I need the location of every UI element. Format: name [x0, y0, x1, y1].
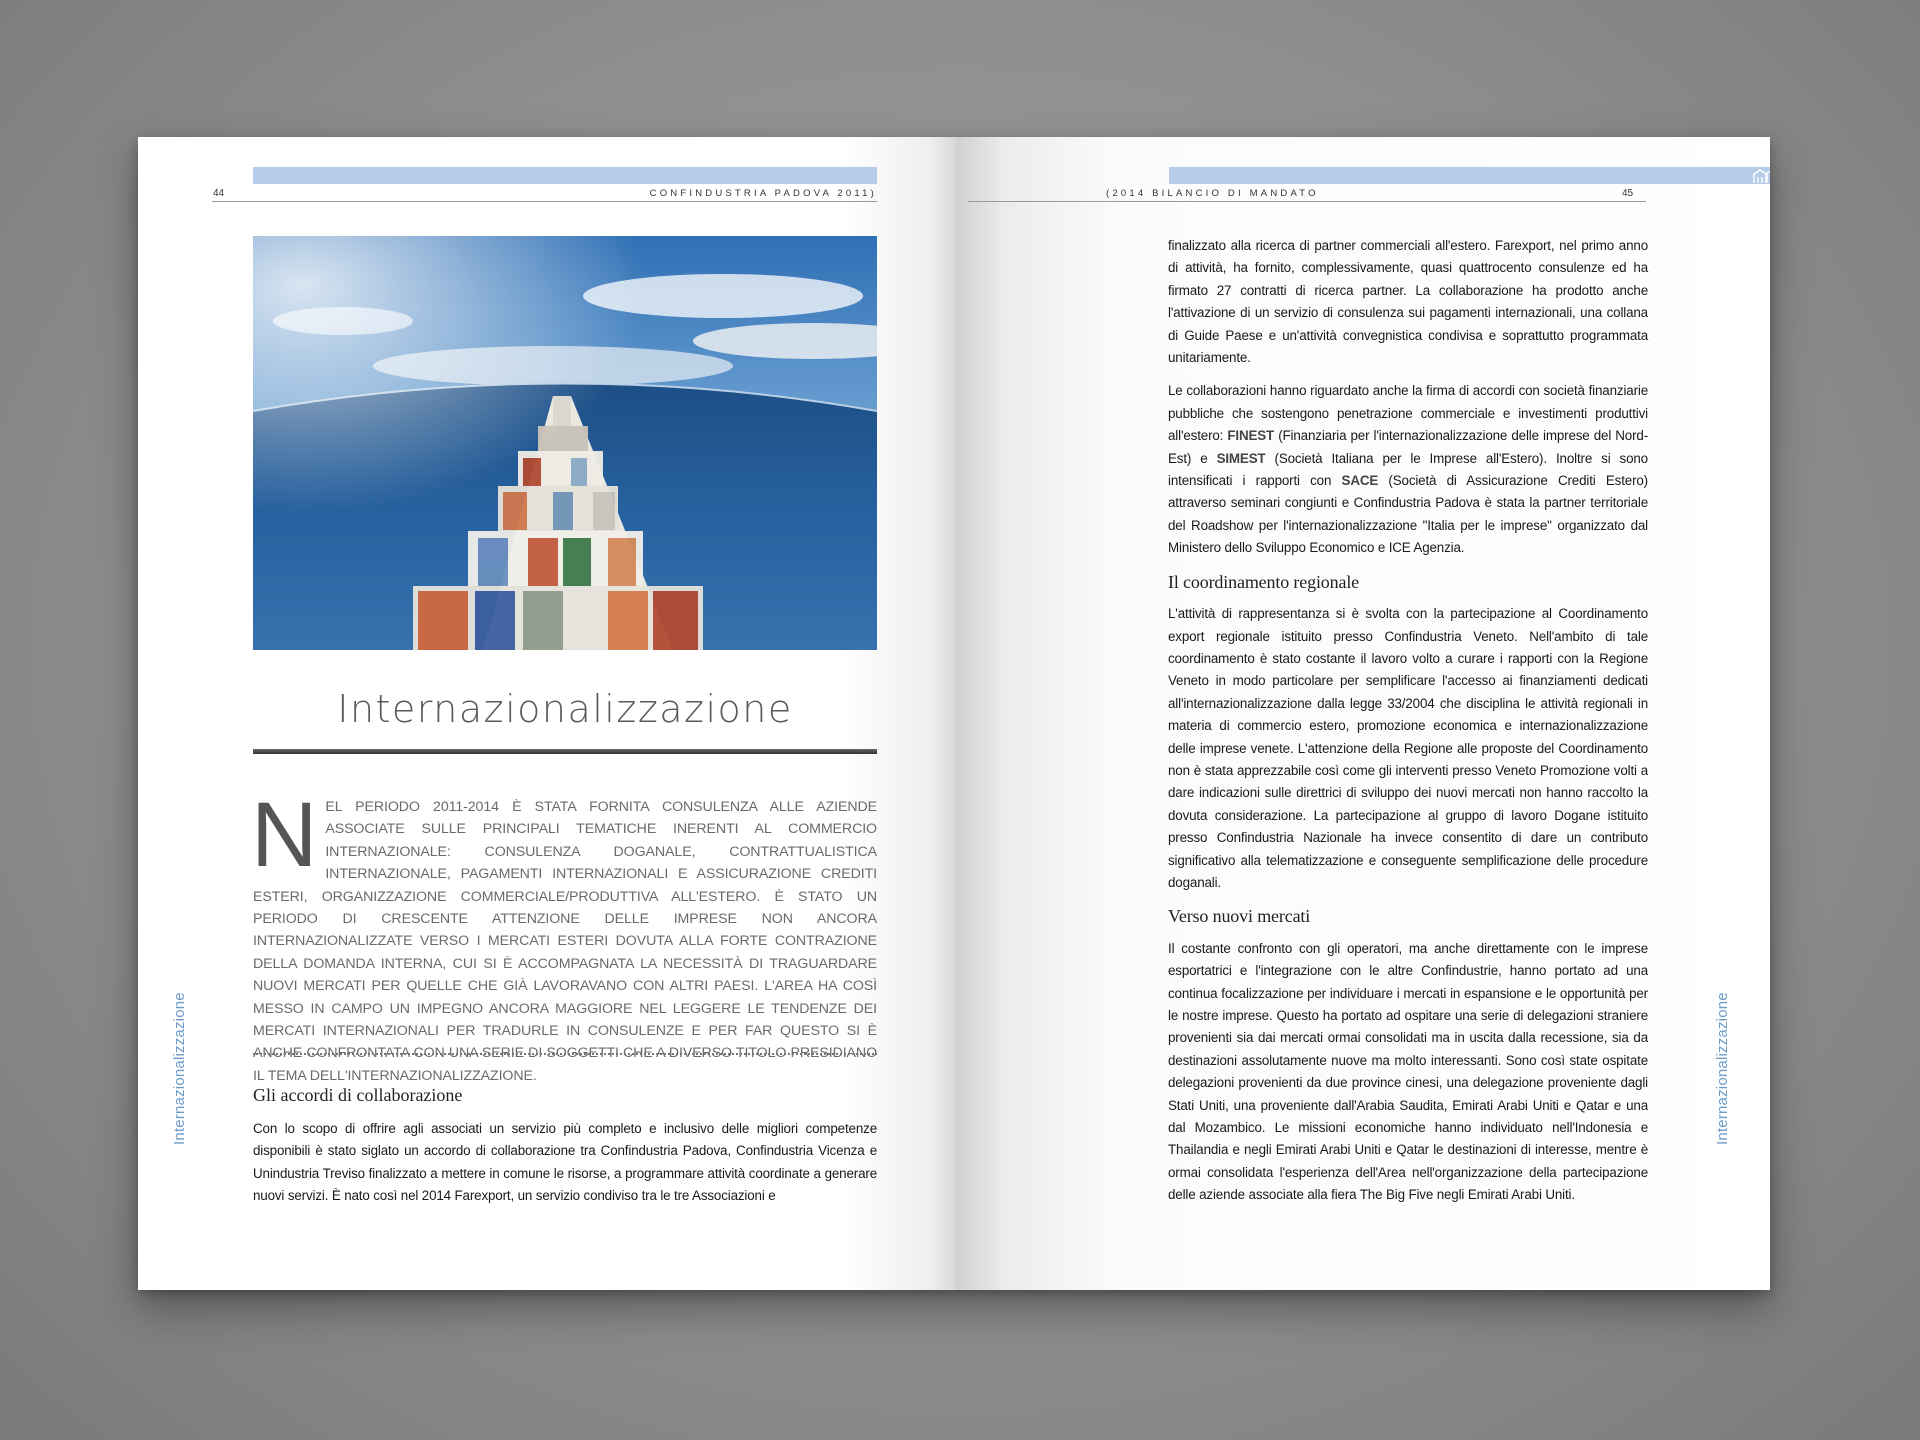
section-collaborazione	[253, 1085, 877, 1219]
section-text: Con lo scopo di offrire agli associati un servizio più completo e inclusivo delle migliori competenze disponibili è stato siglato un accordo di collaborazione tra Confindustria Padova, Confindustria Vicenza e Unindustria Treviso finalizzato a mettere in comune le risorse, a programmare attività coordinate a generare nuovi servizi. È nato così nel 2014 Farexport, un servizio condiviso tra le tre Associazioni e	[253, 1121, 877, 1204]
section-heading: Verso nuovi mercati	[1168, 906, 1311, 927]
container-ship-photo	[253, 236, 877, 650]
intro-paragraph	[251, 784, 877, 1087]
side-tab-label: Internazionalizzazione	[1714, 992, 1731, 1145]
header-color-bar	[253, 167, 877, 184]
header-rule	[212, 201, 877, 202]
title-underline	[253, 749, 877, 754]
paragraph: L'attività di rappresentanza si è svolta con la partecipazione al Coordinamento export regionale istituito presso Confindustria Veneto. Nell'ambito di tale coordinamento è stato costante il lavoro volto a curare i rapporti con la Regione Veneto in modo particolare per semplificare l'accesso ai finanziamenti dedicati all'internazionalizzazione dalla legge 33/2004 che disciplina le attività regionali in materia di commercio estero, promozione economica e internazionalizzazione delle imprese venete. L'attenzione della Regione alle proposte del Coordinamento non è stata apprezzabile così come gli interventi presso Veneto Promozione volti a dare indicazioni sulle direttrici di sviluppo dei nuovi mercati non hanno raccolto la dovuta considerazione. La partecipazione al gruppo di lavoro Dogane istituito presso Confindustria Nazionale ha invece consentito di dare un contributo significativo alla telematizzazione e conseguente semplificazione delle procedure doganali.	[1168, 606, 1648, 890]
right-text-column	[1168, 235, 1648, 1218]
paragraph: Le collaborazioni hanno riguardato anche la firma di accordi con società finanziarie pubbliche che sostengono penetrazione commerciale e investimenti produttivi all'estero: FINEST (Finanziaria per l'internazionalizzazione delle imprese del Nord-Est) e SIMEST (Società Italiana per le Imprese all'Estero). Inoltre si sono intensificati i rapporti con SACE (Società di Assicurazione Crediti Estero) attraverso seminari congiunti e Confindustria Padova è stata la partner territoriale del Roadshow per l'internazionalizzazione "Italia per le imprese" organizzato dal Ministero dello Sviluppo Economico e ICE Agenzia.	[1168, 383, 1648, 556]
simest-name: SIMEST	[1216, 450, 1266, 466]
section-heading: Il coordinamento regionale	[1168, 571, 1360, 592]
paragraph: finalizzato alla ricerca di partner commerciali all'estero. Farexport, nel primo anno di attività, ha fornito, complessivamente, quasi quattrocento consulenze ed ha firmato 27 contratti di ricerca partner. La collaborazione ha prodotto anche l'attivazione di un servizio di consulenza sui pagamenti internazionali, una collana di Guide Paese e un'attività convegnistica condivisa e soprattutto programmata unitariamente.	[1168, 238, 1648, 366]
paragraph: Il costante confronto con gli operatori, ma anche direttamente con le imprese esportatrici e l'integrazione con le altre Confindustrie, hanno portato ad una continua focalizzazione per individuare i mercati in espansione e le opportunità per le nostre imprese. Questo ha portato ad ospitare una serie di delegazioni straniere provenienti sia dai mercati ormai consolidati ma in uscita dalla recessione, sia da destinazioni assolutamente nuove ma molto interessanti. Sono così state ospitate delegazioni provenienti da due province cinesi, una delegazione proveniente dagli Stati Uniti, una proveniente dall'Arabia Saudita, Emirati Arabi Uniti e Qatar e una dal Mozambico. Le missioni economiche hanno individuato nell'Indonesia e Thailandia e negli Emirati Arabi Uniti e Qatar le destinazioni di interesse, mentre è ormai consolidata l'esperienza dell'Area nell'organizzazione della partecipazione delle aziende associate alla fiera The Big Five negli Emirati Arabi Uniti.	[1168, 940, 1648, 1203]
left-page	[138, 137, 956, 1290]
page-number: 45	[1622, 188, 1634, 199]
magazine-spread	[138, 137, 1770, 1290]
building-logo-icon	[1752, 168, 1770, 189]
dotted-divider	[253, 1053, 877, 1055]
finest-name: FINEST	[1227, 428, 1275, 444]
running-head: CONFINDUSTRIA PADOVA 2011)	[649, 188, 877, 199]
right-page	[956, 137, 1770, 1290]
side-tab-label: Internazionalizzazione	[171, 992, 188, 1145]
header-rule	[968, 201, 1646, 202]
header-color-bar	[1169, 167, 1770, 184]
sace-name: SACE	[1341, 473, 1379, 489]
page-title: Internazionalizzazione	[337, 687, 793, 731]
section-heading: Gli accordi di collaborazione	[253, 1085, 463, 1105]
page-number: 44	[213, 188, 225, 199]
dropcap: N	[251, 784, 318, 886]
running-head: (2014 BILANCIO DI MANDATO	[1106, 188, 1319, 199]
intro-text: EL PERIODO 2011-2014 È STATA FORNITA CONSULENZA ALLE AZIENDE ASSOCIATE SULLE PRINCIPALI TEMATICHE INERENTI AL COMMERCIO INTERNAZIONALE: CONSULENZA DOGANALE, CONTRATTUALISTICA INTERNAZIONALE, PAGAMENTI INTERNAZIONALI E ASSICURAZIONE CREDITI ESTERI, ORGANIZZAZIONE COMMERCIALE/PRODUTTIVA ALL'ESTERO. È STATO UN PERIODO DI CRESCENTE ATTENZIONE DELLE IMPRESE NON ANCORA INTERNAZIONALIZZATE VERSO I MERCATI ESTERI DOVUTA ALLA FORTE CONTRAZIONE DELLA DOMANDA INTERNA, CUI SI È ACCOMPAGNATA LA NECESSITÀ DI TRAGUARDARE NUOVI MERCATI PER QUELLE CHE GIÀ LAVORAVANO CON ALTRI PAESI. L'AREA HA COSÌ MESSO IN CAMPO UN IMPEGNO ANCORA MAGGIORE NEL LEGGERE LE TENDENZE DEI MERCATI INTERNAZIONALI PER TRADURLE IN CONSULENZE E PER FAR QUESTO SI È ANCHE CONFRONTATA CON UNA SERIE DI SOGGETTI CHE A DIVERSO TITOLO PRESIDIANO IL TEMA DELL'INTERNAZIONALIZZAZIONE.	[253, 799, 877, 1084]
